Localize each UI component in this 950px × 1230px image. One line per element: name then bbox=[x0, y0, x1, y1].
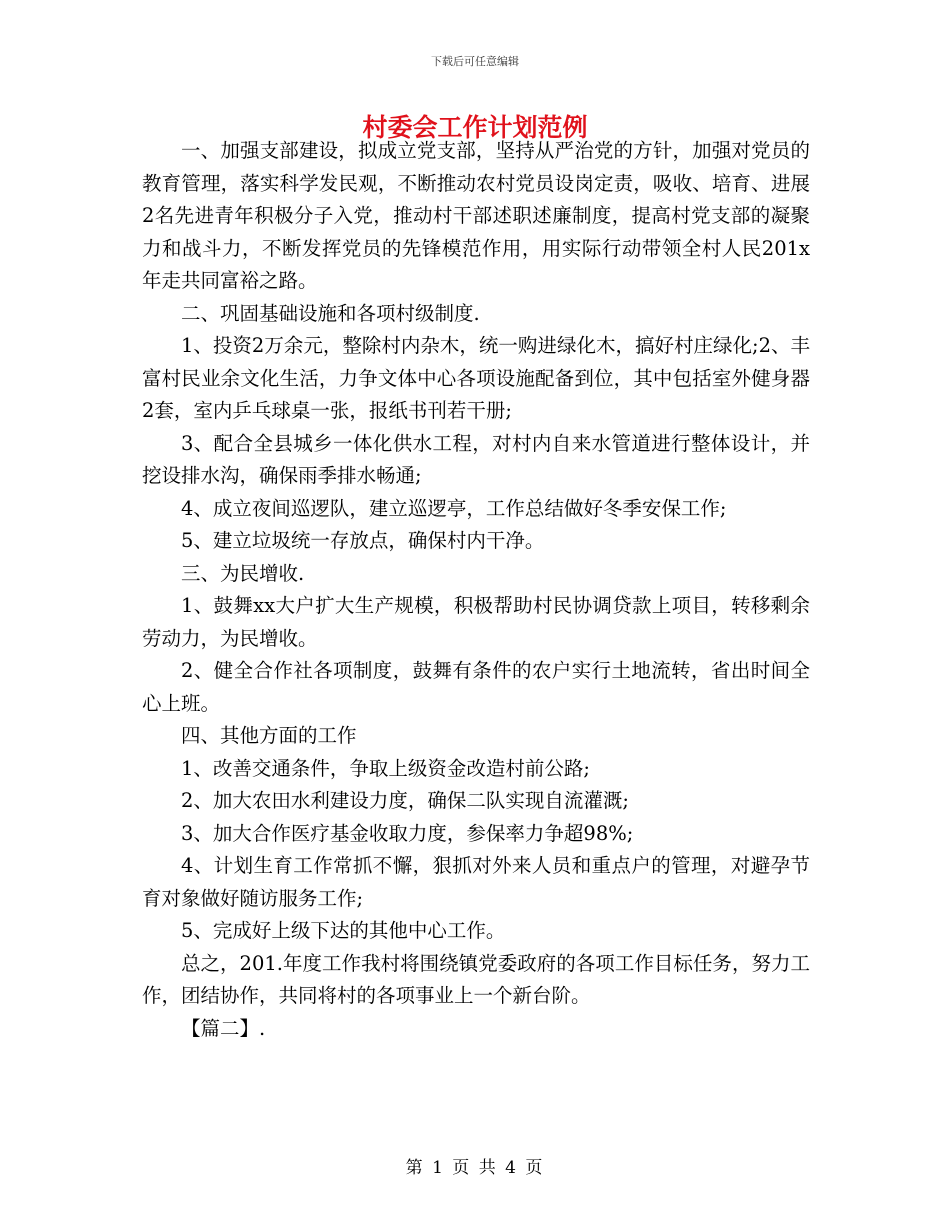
paragraph-2-1: 1、投资2万余元，整除村内杂木，统一购进绿化木，搞好村庄绿化;2、丰富村民业余文化生活，力争文体中心各项设施配备到位，其中包括室外健身器2套，室内乒乓球桌一张，报纸书刊若干册; bbox=[142, 334, 810, 422]
download-note: 下载后可任意编辑 bbox=[431, 55, 519, 68]
part-two-heading: 【篇二】. bbox=[181, 1016, 266, 1040]
page-number: 第 1 页 共 4 页 bbox=[405, 1158, 545, 1178]
paragraph-4-3: 3、加大合作医疗基金收取力度，参保率力争超98%; bbox=[181, 821, 634, 845]
paragraph-3-1: 1、鼓舞xx大户扩大生产规模，积极帮助村民协调贷款上项目，转移剩余劳动力，为民增收。 bbox=[142, 594, 810, 650]
paragraph-4-1: 1、改善交通条件，争取上级资金改造村前公路; bbox=[181, 756, 590, 780]
paragraph-2-5: 5、建立垃圾统一存放点，确保村内干净。 bbox=[181, 529, 545, 552]
section-heading-3: 三、为民增收. bbox=[181, 561, 305, 585]
section-heading-2: 二、巩固基础设施和各项村级制度. bbox=[181, 301, 480, 325]
paragraph-4-4: 4、计划生育工作常抓不懈，狠抓对外来人员和重点户的管理，对避孕节育对象做好随访服务工作; bbox=[142, 854, 810, 910]
paragraph-2-4: 4、成立夜间巡逻队，建立巡逻亭，工作总结做好冬季安保工作; bbox=[181, 496, 727, 520]
document-body bbox=[142, 135, 810, 1045]
paragraph-4-5: 5、完成好上级下达的其他中心工作。 bbox=[181, 919, 506, 942]
paragraph-4-2: 2、加大农田水利建设力度，确保二队实现自流灌溉; bbox=[181, 789, 629, 812]
paragraph-2-3: 3、配合全县城乡一体化供水工程，对村内自来水管道进行整体设计，并挖设排水沟，确保雨季排水畅通; bbox=[142, 431, 810, 487]
summary-paragraph: 总之，201.年度工作我村将围绕镇党委政府的各项工作目标任务，努力工作，团结协作，共同将村的各项事业上一个新台阶。 bbox=[142, 951, 810, 1007]
document-title: 村委会工作计划范例 bbox=[362, 113, 588, 142]
paragraph-1: 一、加强支部建设，拟成立党支部，坚持从严治党的方针，加强对党员的教育管理，落实科学发民观，不断推动农村党员设岗定责，吸收、培育、进展2名先进青年积极分子入党，推动村干部述职述廉制度，提高村党支部的凝聚力和战斗力，不断发挥党员的先锋模范作用，用实际行动带领全村人民201x年走共同富裕之路。 bbox=[142, 139, 810, 292]
paragraph-3-2: 2、健全合作社各项制度，鼓舞有条件的农户实行土地流转，省出时间全心上班。 bbox=[142, 659, 810, 715]
section-heading-4: 四、其他方面的工作 bbox=[181, 724, 357, 747]
